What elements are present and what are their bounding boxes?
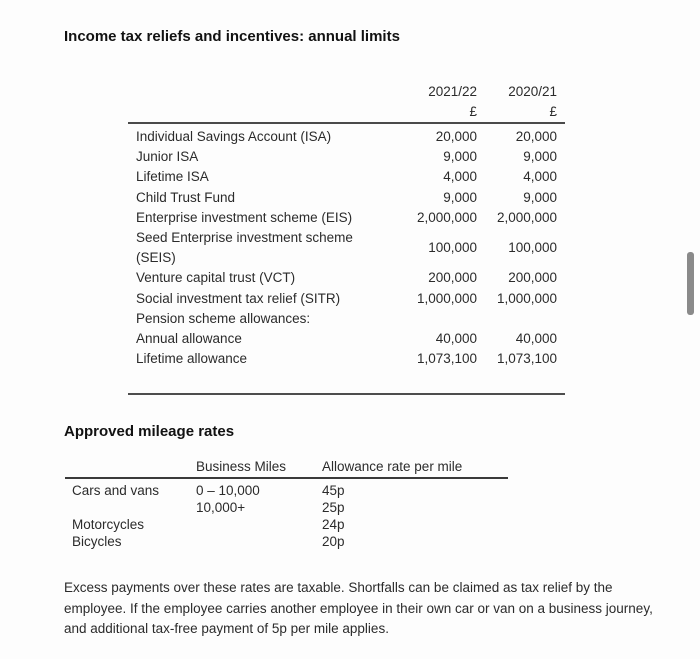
year-header-2021-22: 2021/22 (428, 84, 477, 99)
table-row (128, 289, 565, 309)
relief-value-2020-21: 9,000 (523, 149, 557, 165)
table-row (65, 499, 508, 516)
table-row (128, 228, 565, 268)
table-row (65, 516, 508, 533)
relief-value-2021-22: 4,000 (443, 169, 477, 185)
vehicle-label (65, 499, 196, 516)
relief-label: Lifetime allowance (136, 351, 248, 367)
relief-label: Annual allowance (136, 331, 242, 347)
table-row (128, 167, 565, 187)
miles-value (196, 516, 322, 533)
header-spacer (128, 102, 387, 122)
relief-label: Junior ISA (136, 149, 199, 165)
table-row (128, 147, 565, 167)
vehicle-label: Bicycles (72, 534, 122, 549)
vehicle-label: Motorcycles (72, 517, 145, 532)
table-row (128, 188, 565, 208)
relief-label: Social investment tax relief (SITR) (136, 290, 341, 306)
relief-value-2021-22: 2,000,000 (416, 209, 477, 225)
footer-note: Excess payments over these rates are taxable. Shortfalls can be claimed as tax relief by the employee. If the employee carries another employee in their own car or van on a business journey, and additional tax-free payment of 5p per mile applies. (64, 580, 653, 636)
reliefs-table-header (128, 80, 565, 122)
year-header-2020-21: 2020/21 (508, 84, 557, 99)
mileage-table-header (65, 458, 508, 479)
relief-value-2020-21: 1,000,000 (496, 290, 557, 306)
table-row (128, 349, 565, 369)
table-row (65, 533, 508, 550)
relief-label: Individual Savings Account (ISA) (136, 129, 332, 144)
relief-value-2021-22: 1,073,100 (416, 351, 477, 367)
scrollbar-thumb[interactable] (687, 252, 694, 315)
relief-value-2020-21: 40,000 (515, 331, 557, 347)
relief-value-2021-22: 200,000 (428, 270, 477, 286)
mileage-section-title: Approved mileage rates (64, 423, 235, 440)
vehicle-label: Cars and vans (72, 483, 160, 498)
relief-label: Seed Enterprise investment scheme (SEIS) (136, 230, 353, 266)
relief-value-2020-21: 2,000,000 (496, 209, 557, 225)
rate-value: 45p (322, 483, 345, 498)
miles-value (196, 533, 322, 550)
vehicle-header (65, 458, 196, 475)
currency-header-2021-22: £ (469, 104, 477, 119)
currency-header-2020-21: £ (549, 104, 557, 119)
relief-label: Child Trust Fund (136, 189, 236, 205)
rate-value: 24p (322, 517, 345, 532)
table-row (128, 208, 565, 228)
mileage-table-body (65, 479, 508, 550)
relief-value-2021-22: 1,000,000 (416, 290, 477, 306)
table-row (128, 268, 565, 288)
relief-value-2020-21: 1,073,100 (496, 351, 557, 367)
relief-label: Lifetime ISA (136, 169, 209, 185)
relief-value-2020-21: 4,000 (523, 169, 557, 185)
relief-value-2020-21: 100,000 (508, 240, 557, 256)
header-spacer (128, 82, 387, 102)
table-row (65, 482, 508, 499)
reliefs-table-body (128, 122, 565, 395)
miles-value: 0 – 10,000 (196, 483, 260, 498)
relief-value-2021-22: 100,000 (428, 240, 477, 256)
rate-value: 20p (322, 534, 345, 549)
table-row (128, 329, 565, 349)
relief-value-2020-21: 200,000 (508, 270, 557, 286)
page-title: Income tax reliefs and incentives: annual limits (64, 28, 400, 45)
table-row (128, 127, 565, 147)
relief-label: Enterprise investment scheme (EIS) (136, 209, 353, 225)
relief-value-2021-22: 40,000 (435, 331, 477, 347)
relief-value-2021-22: 20,000 (435, 129, 477, 144)
relief-value-2020-21: 9,000 (523, 189, 557, 205)
table-row (128, 309, 565, 329)
relief-value-2021-22: 9,000 (443, 189, 477, 205)
allowance-rate-header: Allowance rate per mile (322, 459, 463, 474)
mileage-table (65, 458, 508, 550)
reliefs-table (128, 80, 565, 395)
relief-label: Venture capital trust (VCT) (136, 270, 296, 286)
business-miles-header: Business Miles (196, 459, 287, 474)
relief-label: Pension scheme allowances: (136, 310, 311, 326)
relief-value-2020-21: 20,000 (515, 129, 557, 144)
rate-value: 25p (322, 500, 345, 515)
miles-value: 10,000+ (196, 500, 246, 515)
relief-value-2021-22: 9,000 (443, 149, 477, 165)
